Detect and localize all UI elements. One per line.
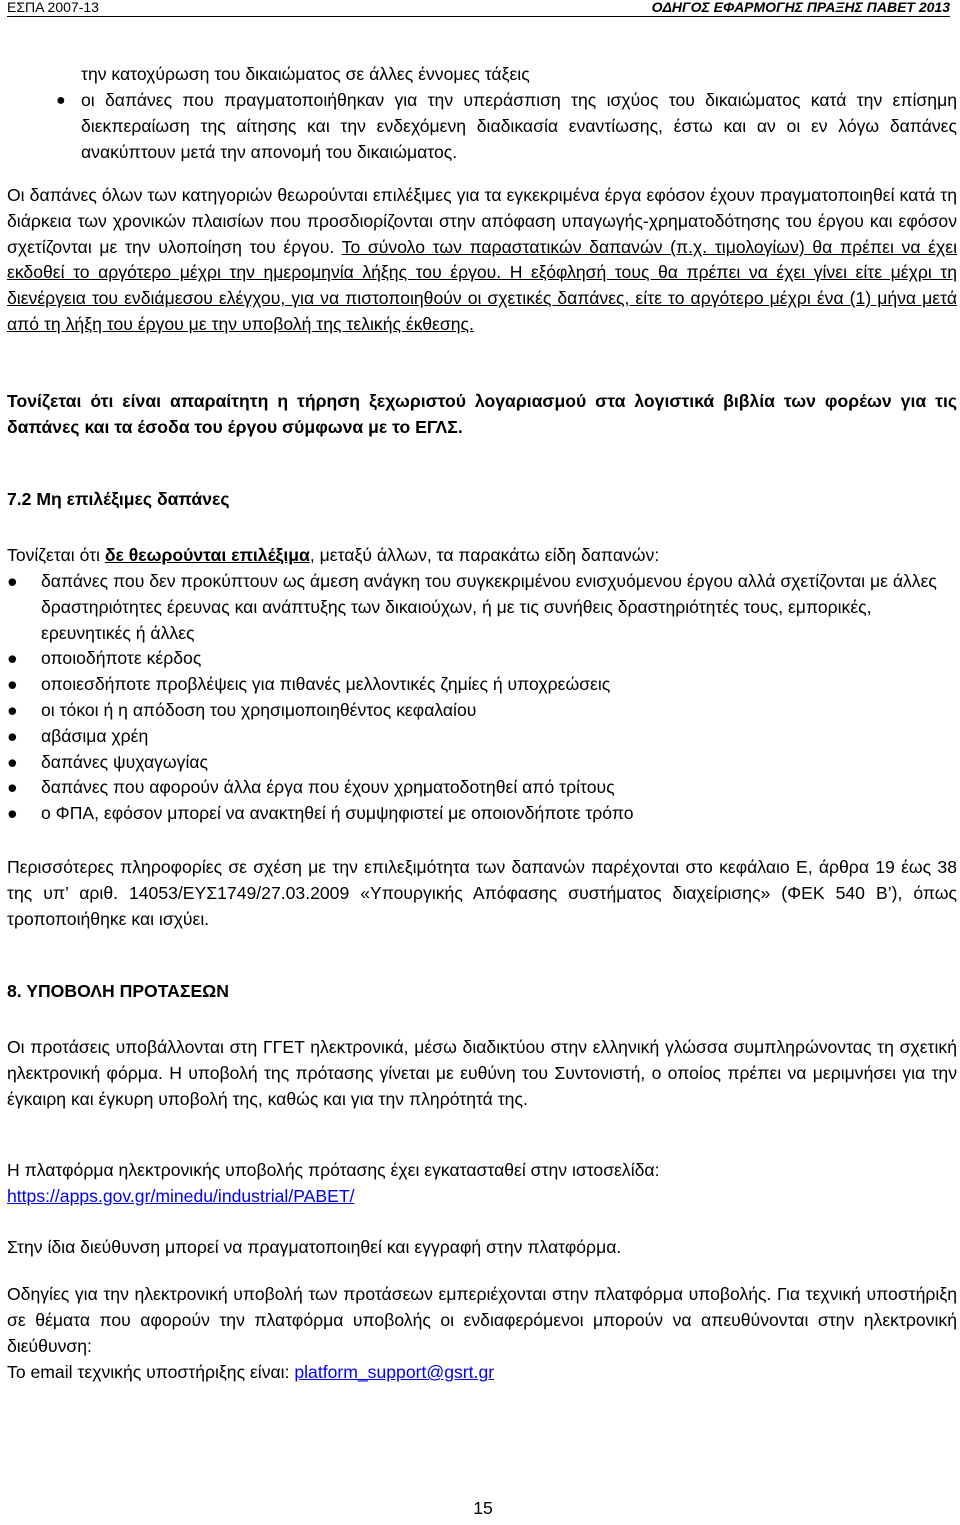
submission-paragraph: Οι προτάσεις υποβάλλονται στη ΓΓΕΤ ηλεκτρονικά, μέσω διαδικτύου στην ελληνική γλώσσα συμπληρώνοντας τη σχετική ηλεκτρονική φόρμα. Η υποβολή της πρότασης γίνεται με ευθύνη του Συντονιστή, ο οποίος πρέπει να μεριμνήσει για την έγκαιρη και έγκυρη υποβολή της, καθώς και για την πληρότητά της.: [7, 1037, 957, 1109]
more-info-paragraph: Περισσότερες πληροφορίες σε σχέση με την επιλεξιμότητα των δαπανών παρέχονται στο κεφάλαιο Ε, άρθρα 19 έως 38 της υπ’ αριθ. 14053/ΕΥΣ1749/27.03.2009 «Υπουργικής Απόφασης συστήματος διαχείρισης» (ΦΕΚ 540 Β’), όπως τροποποιήθηκε και ισχύει.: [7, 857, 957, 929]
list-item: ● δαπάνες ψυχαγωγίας: [7, 750, 957, 776]
header-left: ΕΣΠΑ 2007-13: [7, 0, 99, 15]
list-item: ● δαπάνες που δεν προκύπτουν ως άμεση ανάγκη του συγκεκριμένου ενισχυόμενου έργου αλλά σχετίζονται με άλλες δραστηριότητες έρευνας και ανάπτυξης των δικαιούχων, ή με τις συνήθεις δραστηριότητές τους, εμπορικές, ερευνητικές ή άλλες: [7, 571, 937, 643]
bullet-dot-icon: ●: [7, 725, 18, 746]
bullet-dot-icon: ●: [7, 674, 18, 695]
eligibility-text: Οι δαπάνες όλων των κατηγοριών θεωρούνται επιλέξιμες για τα εγκεκριμένα έργα εφόσον έχουν πραγματοποιηθεί κατά τη διάρκεια των χρονικών πλαισίων που προσδιορίζονται στην απόφαση υπαγωγής-χρηματοδότησης του έργου και εφόσον σχετίζονται με την υλοποίηση του έργου.: [7, 185, 957, 257]
eligibility-underlined-text: Το σύνολο των παραστατικών δαπανών (π.χ. τιμολογίων) θα πρέπει να έχει εκδοθεί το αργότερο μέχρι την ημερομηνία λήξης του έργου. Η εξόφλησή τους θα πρέπει να έχει γίνει είτε μέχρι τη διενέργεια του ενδιάμεσου ελέγχου, για να πιστοποιηθούν οι σχετικές δαπάνες, είτε το αργότερο μέχρι ένα (1) μήνα μετά από τη λήξη του έργου με την υποβολή της τελικής έκθεσης.: [7, 236, 957, 334]
list-item: ● αβάσιμα χρέη: [7, 724, 957, 750]
page-number: 15: [473, 1498, 493, 1518]
support-email-label: Το email τεχνικής υποστήριξης είναι:: [7, 1362, 295, 1382]
ineligible-list: [7, 569, 957, 827]
bullet-dot-icon: ●: [56, 92, 66, 109]
header-right: ΟΔΗΓΟΣ ΕΦΑΡΜΟΓΗΣ ΠΡΑΞΗΣ ΠΑΒΕΤ 2013: [651, 0, 950, 15]
page-header: [7, 0, 950, 17]
platform-paragraph: [7, 1158, 957, 1210]
instructions-paragraph: Οδηγίες για την ηλεκτρονική υποβολή των προτάσεων εμπεριέχονται στην πλατφόρμα υποβολής. Για τεχνική υποστήριξη σε θέματα που αφορούν την πλατφόρμα υποβολής οι ενδιαφερόμενοι μπορούν να απευθύνονται στην ηλεκτρονική διεύθυνση:: [7, 1284, 957, 1356]
support-email-line: [7, 1360, 957, 1386]
bullet-item-defense-costs: οι δαπάνες που πραγματοποιήθηκαν για την υπεράσπιση της ισχύος του δικαιώματος κατά την επίσημη διεκπεραίωση της αίτησης και την ενδεχόμενη διαδικασία εναντίωσης, έστω και αν οι εν λόγω δαπάνες ανακύπτουν μετά την απονομή του δικαιώματος.: [81, 90, 957, 162]
bullet-dot-icon: ●: [7, 648, 18, 669]
section-8-heading: 8. ΥΠΟΒΟΛΗ ΠΡΟΤΑΣΕΩΝ: [7, 981, 229, 1001]
list-item: ● ο ΦΠΑ, εφόσον μπορεί να ανακτηθεί ή συμψηφιστεί με οποιονδήποτε τρόπο: [7, 801, 957, 827]
list-item: ● οποιεσδήποτε προβλέψεις για πιθανές μελλοντικές ζημίες ή υποχρεώσεις: [7, 672, 957, 698]
platform-text: Η πλατφόρμα ηλεκτρονικής υποβολής πρότασης έχει εγκατασταθεί στην ιστοσελίδα:: [7, 1160, 660, 1180]
ineligible-emphasis: δε θεωρούνται επιλέξιμα: [104, 545, 310, 565]
bullet-dot-icon: ●: [7, 571, 18, 591]
list-item: ● οποιοδήποτε κέρδος: [7, 646, 957, 672]
support-email-link[interactable]: platform_support@gsrt.gr: [294, 1362, 495, 1382]
bullet-dot-icon: ●: [7, 699, 18, 720]
list-item: ● δαπάνες που αφορούν άλλα έργα που έχουν χρηματοδοτηθεί από τρίτους: [7, 775, 957, 801]
platform-link[interactable]: https://apps.gov.gr/minedu/industrial/PABET/: [7, 1185, 355, 1206]
registration-paragraph: Στην ίδια διεύθυνση μπορεί να πραγματοποιηθεί και εγγραφή στην πλατφόρμα.: [7, 1237, 622, 1257]
bullet-continuation: την κατοχύρωση του δικαιώματος σε άλλες έννομες τάξεις: [81, 64, 530, 84]
list-item: ● οι τόκοι ή η απόδοση του χρησιμοποιηθέντος κεφαλαίου: [7, 698, 957, 724]
section-7-2-heading: 7.2 Μη επιλέξιμες δαπάνες: [7, 489, 230, 509]
accounting-note: Τονίζεται ότι είναι απαραίτητη η τήρηση ξεχωριστού λογαριασμού στα λογιστικά βιβλία των φορέων για τις δαπάνες και τα έσοδα του έργου σύμφωνα με το ΕΓΛΣ.: [7, 391, 957, 437]
bullet-dot-icon: ●: [7, 803, 18, 824]
eligibility-paragraph: [7, 183, 957, 338]
ineligible-intro: Τονίζεται ότι δε θεωρούνται επιλέξιμα, μεταξύ άλλων, τα παρακάτω είδη δαπανών:: [7, 545, 660, 565]
bullet-dot-icon: ●: [7, 751, 18, 772]
bullet-dot-icon: ●: [7, 777, 18, 798]
